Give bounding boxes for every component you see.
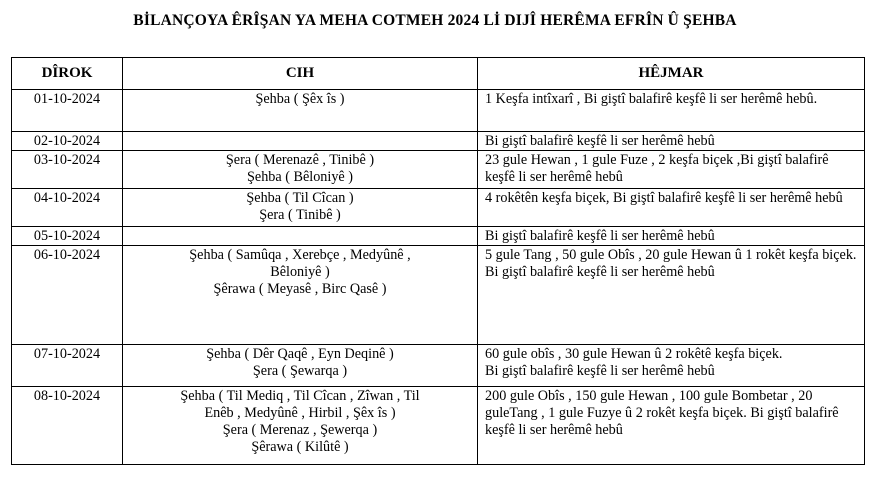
date-cell: 03-10-2024 [12, 151, 123, 189]
amount-cell [478, 227, 865, 246]
date-cell: 02-10-2024 [12, 132, 123, 151]
amount-cell [478, 151, 865, 189]
date-cell: 08-10-2024 [12, 387, 123, 465]
date-cell: 01-10-2024 [12, 90, 123, 132]
place-cell [123, 387, 478, 465]
amount-line: 23 gule Hewan , 1 gule Fuze , 2 keşfa biçek ,Bi giştî balafirê keşfê li ser herêmê hebû [485, 152, 829, 185]
header-place: CIH [123, 58, 478, 90]
amount-line: 4 rokêtên keşfa biçek, Bi giştî balafirê keşfê li ser herêmê hebû [485, 190, 843, 206]
place-cell [123, 246, 478, 345]
table-row [12, 345, 865, 387]
amount-line: 5 gule Tang , 50 gule Obîs , 20 gule Hewan û 1 rokêt keşfa biçek. Bi giştî balafirê keşfê li ser herêmê hebû [485, 247, 857, 280]
place-line: Şêrawa ( Kilûtê ) [251, 439, 349, 455]
place-cell [123, 151, 478, 189]
place-cell [123, 345, 478, 387]
place-line: Şera ( Merenazê , Tinibê ) [225, 152, 375, 168]
amount-line: Bi giştî balafirê keşfê li ser herêmê hebû [485, 363, 715, 379]
place-line: Şera ( Şewarqa ) [252, 363, 348, 379]
amount-line: 60 gule obîs , 30 gule Hewan û 2 rokêtê keşfa biçek. [485, 346, 783, 362]
document-title: BİLANÇOYA ÊRÎŞAN YA MEHA COTMEH 2024 Lİ DIJÎ HERÊMA EFRÎN Û ŞEHBA [133, 12, 737, 29]
place-line: Enêb , Medyûnê , Hirbil , Şêx îs ) [204, 405, 396, 421]
place-line: Bêloniyê ) [270, 264, 330, 280]
date-cell: 04-10-2024 [12, 189, 123, 227]
table-row [12, 189, 865, 227]
header-row [12, 58, 865, 90]
table-row [12, 90, 865, 132]
amount-cell [478, 246, 865, 345]
place-line: Şera ( Tinibê ) [259, 207, 341, 223]
table-row [12, 246, 865, 345]
amount-cell [478, 345, 865, 387]
amount-cell [478, 387, 865, 465]
place-line: Şehba ( Til Mediq , Til Cîcan , Zîwan , Til [180, 388, 420, 404]
table-row [12, 132, 865, 151]
place-line: Şera ( Merenaz , Şewerqa ) [222, 422, 378, 438]
amount-cell [478, 132, 865, 151]
amount-cell [478, 90, 865, 132]
place-line: Şehba ( Bêloniyê ) [247, 169, 353, 185]
table-row [12, 387, 865, 465]
place-cell [123, 132, 478, 151]
table-row [12, 151, 865, 189]
place-line: Şehba ( Til Cîcan ) [246, 190, 354, 206]
date-cell: 06-10-2024 [12, 246, 123, 345]
amount-line: Bi giştî balafirê keşfê li ser herêmê hebû [485, 133, 715, 149]
place-line: Şehba ( Şêx îs ) [255, 91, 345, 107]
header-date: DÎROK [12, 58, 123, 90]
amount-line: 200 gule Obîs , 150 gule Hewan , 100 gule Bombetar , 20 guleTang , 1 gule Fuzye û 2 rokêt keşfa biçek. Bi giştî balafirê keşfê li ser herêmê hebû [485, 388, 839, 438]
place-cell [123, 227, 478, 246]
header-amount: HÊJMAR [478, 58, 865, 90]
table-row [12, 227, 865, 246]
amount-line: 1 Keşfa intîxarî , Bi giştî balafirê keşfê li ser herêmê hebû. [485, 91, 818, 107]
place-cell [123, 90, 478, 132]
date-cell: 05-10-2024 [12, 227, 123, 246]
place-line: Şehba ( Samûqa , Xerebçe , Medyûnê , [189, 247, 411, 263]
place-line: Şêrawa ( Meyasê , Birc Qasê ) [213, 281, 387, 297]
amount-cell [478, 189, 865, 227]
date-cell: 07-10-2024 [12, 345, 123, 387]
place-cell [123, 189, 478, 227]
amount-line: Bi giştî balafirê keşfê li ser herêmê hebû [485, 228, 715, 244]
place-line: Şehba ( Dêr Qaqê , Eyn Deqinê ) [206, 346, 394, 362]
report-table [11, 57, 865, 465]
